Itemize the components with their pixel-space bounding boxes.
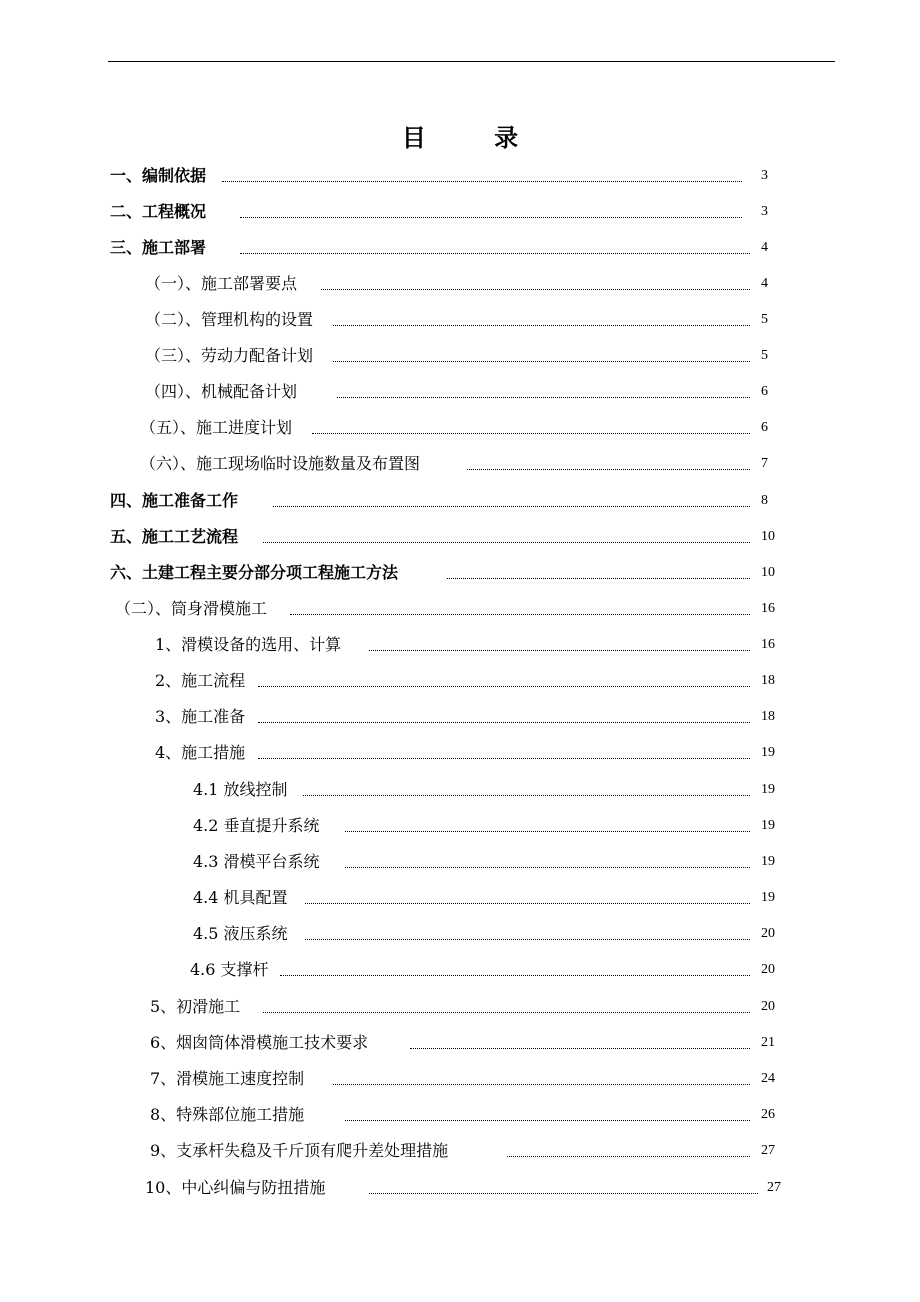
- toc-entry-page: 20: [761, 926, 775, 941]
- toc-leader-dots: [333, 361, 750, 362]
- toc-leader-dots: [280, 975, 750, 976]
- toc-entry-label: （一）、施工部署要点: [145, 274, 298, 293]
- toc-entry-label: 3、施工准备: [155, 707, 246, 726]
- toc-leader-dots: [333, 325, 750, 326]
- toc-entry-label: （六）、施工现场临时设施数量及布置图: [140, 454, 421, 473]
- toc-leader-dots: [240, 253, 750, 254]
- toc-entry: [0, 379, 920, 405]
- toc-entry: [0, 307, 920, 333]
- toc-entry-label: 1、滑模设备的选用、计算: [155, 635, 342, 654]
- toc-leader-dots: [467, 469, 750, 470]
- toc-leader-dots: [263, 542, 750, 543]
- toc-entry-page: 18: [761, 709, 775, 724]
- toc-leader-dots: [258, 686, 750, 687]
- toc-entry: [0, 921, 920, 947]
- toc-entry-page: 27: [761, 1143, 775, 1158]
- toc-entry: [0, 849, 920, 875]
- toc-entry-label: 6、烟囱筒体滑模施工技术要求: [150, 1033, 369, 1052]
- toc-entry: [0, 596, 920, 622]
- toc-entry: [0, 1175, 920, 1201]
- toc-entry: [0, 560, 920, 586]
- toc-entry-label: 五、施工工艺流程: [110, 527, 239, 546]
- toc-leader-dots: [290, 614, 750, 615]
- toc-leader-dots: [305, 939, 750, 940]
- toc-leader-dots: [333, 1084, 750, 1085]
- toc-entry-label: 4.4 机具配置: [193, 888, 288, 907]
- toc-entry-page: 4: [761, 240, 768, 255]
- toc-entry-page: 16: [761, 601, 775, 616]
- toc-entry: [0, 235, 920, 261]
- toc-entry: [0, 957, 920, 983]
- toc-entry-page: 5: [761, 312, 768, 327]
- toc-entry: [0, 524, 920, 550]
- toc-entry-label: （二）、筒身滑模施工: [115, 599, 268, 618]
- toc-entry-page: 19: [761, 782, 775, 797]
- toc-entry-label: 4.1 放线控制: [193, 780, 288, 799]
- toc-entry-page: 19: [761, 890, 775, 905]
- toc-entry-page: 3: [761, 168, 768, 183]
- toc-entry: [0, 488, 920, 514]
- toc-leader-dots: [369, 650, 750, 651]
- toc-leader-dots: [303, 795, 750, 796]
- toc-entry: [0, 1102, 920, 1128]
- toc-entry-label: 4、施工措施: [155, 743, 246, 762]
- toc-entry: [0, 271, 920, 297]
- toc-leader-dots: [410, 1048, 750, 1049]
- toc-entry: [0, 668, 920, 694]
- toc-entry-label: 10、中心纠偏与防扭措施: [145, 1178, 326, 1197]
- toc-entry-label: （四）、机械配备计划: [145, 382, 298, 401]
- toc-entry: [0, 632, 920, 658]
- toc-entry-label: 4.3 滑模平台系统: [193, 852, 320, 871]
- toc-entry-label: 4.2 垂直提升系统: [193, 816, 320, 835]
- toc-entry-page: 6: [761, 420, 768, 435]
- toc-entry-page: 6: [761, 384, 768, 399]
- page-title: 目 录: [401, 123, 549, 152]
- toc-entry: [0, 1066, 920, 1092]
- toc-entry: [0, 163, 920, 189]
- toc-entry-label: （三）、劳动力配备计划: [145, 346, 314, 365]
- toc-leader-dots: [240, 217, 742, 218]
- toc-entry-page: 10: [761, 529, 775, 544]
- toc-entry: [0, 451, 920, 477]
- toc-entry-page: 21: [761, 1035, 775, 1050]
- toc-entry-label: 7、滑模施工速度控制: [150, 1069, 305, 1088]
- toc-leader-dots: [258, 758, 750, 759]
- toc-entry-page: 19: [761, 854, 775, 869]
- toc-entry-page: 26: [761, 1107, 775, 1122]
- toc-entry-label: 二、工程概况: [110, 202, 207, 221]
- toc-entry: [0, 343, 920, 369]
- toc-leader-dots: [345, 831, 750, 832]
- toc-entry-label: 2、施工流程: [155, 671, 246, 690]
- toc-entry-page: 4: [761, 276, 768, 291]
- toc-entry-label: 9、支承杆失稳及千斤顶有爬升差处理措施: [150, 1141, 449, 1160]
- toc-entry-page: 24: [761, 1071, 775, 1086]
- toc-entry-page: 7: [761, 456, 768, 471]
- toc-entry: [0, 813, 920, 839]
- toc-entry: [0, 1030, 920, 1056]
- toc-leader-dots: [345, 1120, 750, 1121]
- toc-entry-label: 三、施工部署: [110, 238, 207, 257]
- toc-entry: [0, 199, 920, 225]
- toc-entry-label: 六、土建工程主要分部分项工程施工方法: [110, 563, 399, 582]
- toc-entry-label: 4.6 支撑杆: [190, 960, 269, 979]
- toc-leader-dots: [447, 578, 750, 579]
- toc-leader-dots: [258, 722, 750, 723]
- toc-entry-label: 5、初滑施工: [150, 997, 241, 1016]
- toc-entry: [0, 740, 920, 766]
- toc-leader-dots: [345, 867, 750, 868]
- toc-entry-page: 3: [761, 204, 768, 219]
- toc-entry-page: 18: [761, 673, 775, 688]
- toc-entry-label: 四、施工准备工作: [110, 491, 239, 510]
- toc-leader-dots: [273, 506, 750, 507]
- toc-entry: [0, 704, 920, 730]
- toc-entry-label: 一、编制依据: [110, 166, 207, 185]
- toc-leader-dots: [507, 1156, 750, 1157]
- toc-entry-page: 8: [761, 493, 768, 508]
- toc-entry-page: 16: [761, 637, 775, 652]
- toc-entry: [0, 885, 920, 911]
- toc-leader-dots: [369, 1193, 758, 1194]
- toc-leader-dots: [222, 181, 742, 182]
- toc-leader-dots: [305, 903, 750, 904]
- toc-entry-page: 20: [761, 999, 775, 1014]
- toc-leader-dots: [312, 433, 750, 434]
- toc-entry-page: 10: [761, 565, 775, 580]
- toc-leader-dots: [263, 1012, 750, 1013]
- toc-entry-page: 5: [761, 348, 768, 363]
- toc-entry: [0, 994, 920, 1020]
- toc-entry-page: 19: [761, 745, 775, 760]
- toc-entry: [0, 777, 920, 803]
- toc-entry-label: 4.5 液压系统: [193, 924, 288, 943]
- toc-entry-page: 19: [761, 818, 775, 833]
- toc-entry-label: （二）、管理机构的设置: [145, 310, 314, 329]
- toc-entry-label: 8、特殊部位施工措施: [150, 1105, 305, 1124]
- toc-entry-page: 20: [761, 962, 775, 977]
- toc-entry-page: 27: [767, 1180, 781, 1195]
- toc-entry: [0, 1138, 920, 1164]
- toc-leader-dots: [321, 289, 750, 290]
- toc-leader-dots: [337, 397, 750, 398]
- toc-entry-label: （五）、施工进度计划: [140, 418, 293, 437]
- toc-entry: [0, 415, 920, 441]
